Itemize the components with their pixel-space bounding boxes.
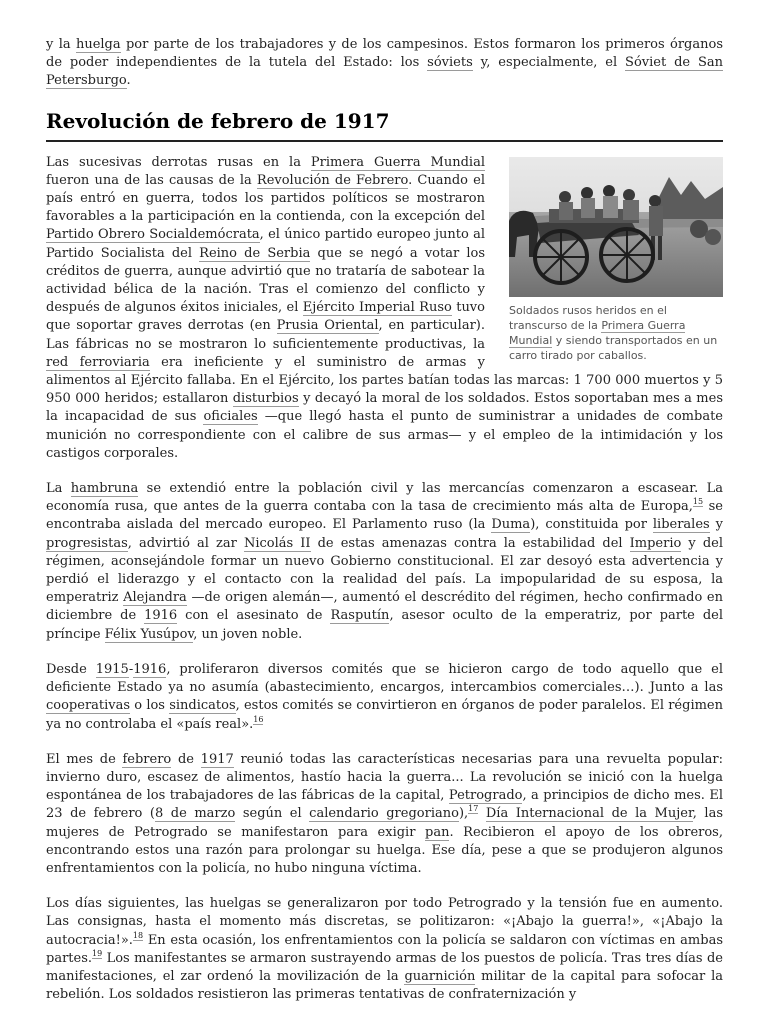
text <box>478 806 486 821</box>
link-soviet-san-petersburgo[interactable]: Sóviet de San Petersburgo <box>46 55 723 89</box>
link-felix-yusupov[interactable]: Félix Yusúpov <box>104 626 194 642</box>
link-imperio[interactable]: Imperio <box>629 535 682 551</box>
link-primera-guerra-mundial-caption[interactable]: Primera Guerra Mundial <box>509 318 686 347</box>
text: , el único partido europeo junto al Partido Socialista del <box>46 227 485 261</box>
link-hambruna[interactable]: hambruna <box>70 481 139 497</box>
text: era ineficiente y el suministro de armas y alimentos al Ejército fallaba. En el Ejército, los partes batían todas las marcas: 1 700 000 muertos y 5 950 000 heridos; estallaron <box>46 354 723 407</box>
reference-number[interactable]: 15 <box>692 497 704 507</box>
text: —de origen alemán—, aumentó el descrédito del régimen, hecho confirmado en diciembre de <box>46 590 723 624</box>
text: reunió todas las características necesarias para una revuelta popular: invierno duro, escasez de alimentos, hastío hacia la guerra... La revolución se inició con la huelga espontánea de los trabajadores de las fábricas de la capital, <box>46 751 723 804</box>
paragraph-4 <box>46 751 723 878</box>
text: , advirtió al zar <box>127 535 244 551</box>
text: ), constituida por <box>530 517 653 533</box>
text: Los días siguientes, las huelgas se generalizaron por todo Petrogrado y la tensión fue en aumento. Las consignas, hasta el momento más discretas, se politizaron: «¡Abajo la guerra!», «¡Abajo la autocracia!». <box>46 896 723 948</box>
text: con el asesinato de <box>177 608 331 624</box>
reference-18[interactable] <box>133 931 143 941</box>
text: , estos comités se convirtieron en órganos de poder paralelos. El régimen ya no controlaba el «país real». <box>46 698 724 732</box>
link-duma[interactable]: Duma <box>491 517 531 533</box>
text: La <box>46 481 71 497</box>
link-cooperativas[interactable]: cooperativas <box>46 698 131 714</box>
text: de <box>171 751 201 767</box>
text: tuvo que soportar graves derrotas (en <box>46 300 485 334</box>
link-1915[interactable]: 1915 <box>95 661 129 677</box>
text: y decayó la moral de los soldados. Estos soportaban mes a mes la incapacidad de sus <box>46 391 723 425</box>
link-soviets[interactable]: sóviets <box>427 55 473 71</box>
text: En esta ocasión, los enfrentamientos con la policía se saldaron con víctimas en ambas partes. <box>46 932 723 966</box>
text: ), <box>458 806 469 822</box>
reference-number[interactable]: 19 <box>92 948 103 958</box>
text: y, especialmente, el <box>472 55 626 71</box>
text: y siendo transportados en un carro tirado por caballos. <box>509 333 718 362</box>
link-guarnicion[interactable]: guarnición <box>404 968 476 984</box>
text: , a principios de dicho mes. El 23 de febrero ( <box>46 788 723 822</box>
text: , asesor oculto de la emperatriz, por parte del príncipe <box>46 608 723 642</box>
link-8-de-marzo[interactable]: 8 de marzo <box>154 806 236 822</box>
article-body <box>46 36 723 1021</box>
link-huelga[interactable]: huelga <box>75 37 121 52</box>
reference-15[interactable] <box>693 497 703 507</box>
text: según el <box>235 806 310 822</box>
reference-19[interactable] <box>92 949 102 959</box>
text: , en particular). Las fábricas no se mostraron lo suficientemente productivas, la <box>46 318 486 352</box>
link-calendario-gregoriano[interactable]: calendario gregoriano <box>309 806 459 822</box>
link-prusia-oriental[interactable]: Prusia Oriental <box>276 318 379 334</box>
intro-paragraph <box>46 36 723 91</box>
text: . Cuando el país entró en guerra, todos los partidos políticos se mostraron favorables a la participación en la contienda, con la excepción del <box>46 172 485 225</box>
link-alejandra[interactable]: Alejandra <box>123 590 187 606</box>
link-petrogrado[interactable]: Petrogrado <box>448 788 523 804</box>
text: El mes de <box>46 751 123 767</box>
text: fueron una de las causas de la <box>46 172 257 188</box>
link-reino-de-serbia[interactable]: Reino de Serbia <box>199 245 311 261</box>
link-progresistas[interactable]: progresistas <box>46 535 128 551</box>
text: se encontraba aislada del mercado europeo. El Parlamento ruso (la <box>46 499 723 533</box>
link-partido-obrero-socialdemocrata[interactable]: Partido Obrero Socialdemócrata <box>46 227 260 243</box>
text: Desde <box>46 661 96 677</box>
reference-number[interactable]: 16 <box>253 714 264 724</box>
text: militar de la capital para sofocar la rebelión. Los soldados resistieron las primeras tentativas de confraternización y <box>46 968 723 1003</box>
text: por parte de los trabajadores y de los campesinos. Estos formaron los primeros órganos de poder independientes de la tutela del Estado: los <box>46 37 723 71</box>
text: , las mujeres de Petrogrado se manifestaron para exigir <box>46 806 723 840</box>
reference-17[interactable] <box>468 804 478 814</box>
figure-caption <box>509 303 723 363</box>
text: Las sucesivas derrotas rusas en la <box>46 154 311 170</box>
link-disturbios[interactable]: disturbios <box>232 391 299 407</box>
link-liberales[interactable]: liberales <box>652 517 710 533</box>
link-ejercito-imperial-ruso[interactable]: Ejército Imperial Ruso <box>302 300 452 316</box>
link-rasputin[interactable]: Rasputín <box>330 608 390 624</box>
paragraph-5 <box>46 895 723 1004</box>
text: que se negó a votar los créditos de guerra, aunque advirtió que no trataría de sabotear la actividad bélica de la nación. Tras el comienzo del conflicto y después de algunos éxitos iniciales, el <box>46 245 485 316</box>
text: y <box>709 517 723 533</box>
text: se extendió entre la población civil y las mercancías comenzaron a escasear. La economía rusa, que antes de la guerra contaba con la tasa de crecimiento más alta de Europa, <box>46 481 723 515</box>
text: Los manifestantes se armaron sustrayendo armas de los puestos de policía. Tras tres días de manifestaciones, el zar ordenó la movilización de la <box>46 950 723 984</box>
link-nicolas-ii[interactable]: Nicolás II <box>243 535 311 551</box>
text: . Recibieron el apoyo de los obreros, encontrando estos una razón para prolongar su huelga. Ese día, pese a que se produjeron algunos enfrentamientos con la policía, no hubo ninguna víctima. <box>46 824 723 876</box>
text: y la <box>46 37 76 52</box>
text: , proliferaron diversos comités que se hicieron cargo de todo aquello que el deficiente Estado ya no asumía (abastecimiento, encargos, intercambios comerciales…). Junto a las <box>46 661 723 696</box>
reference-number[interactable]: 18 <box>132 930 144 940</box>
link-red-ferroviaria[interactable]: red ferroviaria <box>46 354 150 370</box>
reference-16[interactable] <box>253 715 263 725</box>
text: o los <box>130 698 170 714</box>
link-revolucion-de-febrero[interactable]: Revolución de Febrero <box>256 172 409 188</box>
link-dia-internacional-de-la-mujer[interactable]: Día Internacional de la Mujer <box>485 806 693 822</box>
text: —que llegó hasta el punto de suministrar a unidades de combate munición no correspondiente con el calibre de sus armas— y el empleo de la intimidación y los castigos corporales. <box>46 409 723 461</box>
link-oficiales[interactable]: oficiales <box>203 409 258 425</box>
text: Soldados rusos heridos en el transcurso de la <box>509 303 667 332</box>
photo-wounded-soldiers-cart[interactable] <box>509 157 723 297</box>
text: - <box>128 661 134 677</box>
figure <box>509 157 723 363</box>
reference-number[interactable]: 17 <box>468 804 479 814</box>
section-heading: Revolución de febrero de 1917 <box>46 108 723 142</box>
text: y del régimen, aconsejándole formar un nuevo Gobierno constitucional. El zar desoyó esta advertencia y perdió el liderazgo y el contacto con la realidad del país. La impopularidad de su esposa, la emperatriz <box>46 535 724 606</box>
text: , un joven noble. <box>193 626 303 642</box>
link-primera-guerra-mundial[interactable]: Primera Guerra Mundial <box>310 154 485 170</box>
link-1916-b[interactable]: 1916 <box>133 661 167 677</box>
link-sindicatos[interactable]: sindicatos <box>169 698 236 714</box>
text: de estas amenazas contra la estabilidad del <box>310 535 630 551</box>
link-pan[interactable]: pan <box>425 824 450 840</box>
paragraph-2 <box>46 480 723 644</box>
paragraph-3 <box>46 661 723 734</box>
link-1916[interactable]: 1916 <box>144 608 178 624</box>
link-febrero[interactable]: febrero <box>122 751 172 767</box>
text: . <box>126 73 131 89</box>
link-1917[interactable]: 1917 <box>200 751 234 767</box>
